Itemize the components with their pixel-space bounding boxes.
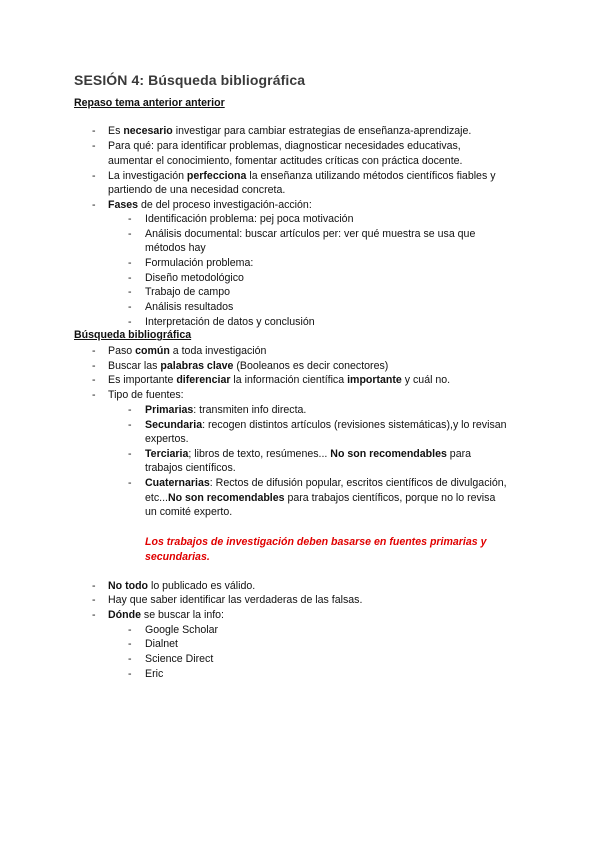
sub-bullet-dash: -: [128, 477, 132, 489]
sub-bullet-dash: -: [128, 286, 132, 298]
phase-item: Análisis documental: buscar artículos per: ver qué muestra se usa que: [145, 228, 476, 240]
sub-bullet-dash: -: [128, 272, 132, 284]
page-title: SESIÓN 4: Búsqueda bibliográfica: [74, 72, 306, 88]
sub-bullet-dash: -: [128, 257, 132, 269]
sub-bullet-dash: -: [128, 668, 132, 680]
source-item-continuation: trabajos científicos.: [145, 462, 236, 474]
section-heading-repaso: Repaso tema anterior anterior: [74, 97, 225, 109]
phase-item: Análisis resultados: [145, 301, 234, 313]
bullet-dash: -: [92, 374, 96, 386]
source-item-continuation: expertos.: [145, 433, 189, 445]
sub-bullet-dash: -: [128, 419, 132, 431]
phase-item: Identificación problema: pej poca motivación: [145, 213, 354, 225]
phase-item: Formulación problema:: [145, 257, 254, 269]
source-item: Primarias: transmiten info directa.: [145, 404, 307, 416]
bullet-dash: -: [92, 125, 96, 137]
bullet-dash: -: [92, 345, 96, 357]
phase-item: Diseño metodológico: [145, 272, 244, 284]
database-item: Google Scholar: [145, 624, 219, 636]
highlight-note-continuation: secundarias.: [145, 551, 210, 563]
sub-bullet-dash: -: [128, 316, 132, 328]
phase-item-continuation: métodos hay: [145, 242, 206, 254]
sub-bullet-dash: -: [128, 448, 132, 460]
sub-bullet-dash: -: [128, 404, 132, 416]
bullet-dash: -: [92, 140, 96, 152]
list-item: Para qué: para identificar problemas, diagnosticar necesidades educativas,: [108, 140, 461, 152]
bullet-dash: -: [92, 360, 96, 372]
list-item: Es necesario investigar para cambiar estrategias de enseñanza-aprendizaje.: [108, 125, 472, 137]
sub-bullet-dash: -: [128, 638, 132, 650]
list-item: No todo lo publicado es válido.: [108, 580, 256, 592]
bullet-dash: -: [92, 609, 96, 621]
database-item: Dialnet: [145, 638, 178, 650]
sub-bullet-dash: -: [128, 213, 132, 225]
sub-bullet-dash: -: [128, 228, 132, 240]
bullet-dash: -: [92, 594, 96, 606]
list-item: Dónde se buscar la info:: [108, 609, 224, 621]
list-item: Fases de del proceso investigación-acción:: [108, 199, 312, 211]
list-item-continuation: partiendo de una necesidad concreta.: [108, 184, 286, 196]
highlight-note: Los trabajos de investigación deben basarse en fuentes primarias y: [145, 536, 487, 548]
list-item: Buscar las palabras clave (Booleanos es decir conectores): [108, 360, 389, 372]
bullet-dash: -: [92, 170, 96, 182]
source-item-continuation: un comité experto.: [145, 506, 233, 518]
phase-item: Trabajo de campo: [145, 286, 230, 298]
section-heading-busqueda: Búsqueda bibliográfica: [74, 329, 192, 341]
list-item: Hay que saber identificar las verdaderas de las falsas.: [108, 594, 363, 606]
sub-bullet-dash: -: [128, 653, 132, 665]
source-item: Terciaria; libros de texto, resúmenes... No son recomendables para: [145, 448, 472, 460]
sub-bullet-dash: -: [128, 624, 132, 636]
list-item: La investigación perfecciona la enseñanza utilizando métodos científicos fiables y: [108, 170, 496, 182]
bullet-dash: -: [92, 389, 96, 401]
source-item: Secundaria: recogen distintos artículos (revisiones sistemáticas),y lo revisan: [145, 419, 507, 431]
bullet-dash: -: [92, 580, 96, 592]
source-item: Cuaternarias: Rectos de difusión popular, escritos científicos de divulgación,: [145, 477, 507, 489]
source-item-continuation: etc...No son recomendables para trabajos científicos, porque no lo revisa: [145, 492, 496, 504]
list-item: Tipo de fuentes:: [108, 389, 184, 401]
list-item: Es importante diferenciar la información científica importante y cuál no.: [108, 374, 451, 386]
database-item: Eric: [145, 668, 164, 680]
list-item: Paso común a toda investigación: [108, 345, 267, 357]
phase-item: Interpretación de datos y conclusión: [145, 316, 315, 328]
list-item-continuation: aumentar el conocimiento, fomentar actitudes críticas con práctica docente.: [108, 155, 463, 167]
database-item: Science Direct: [145, 653, 214, 665]
sub-bullet-dash: -: [128, 301, 132, 313]
bullet-dash: -: [92, 199, 96, 211]
